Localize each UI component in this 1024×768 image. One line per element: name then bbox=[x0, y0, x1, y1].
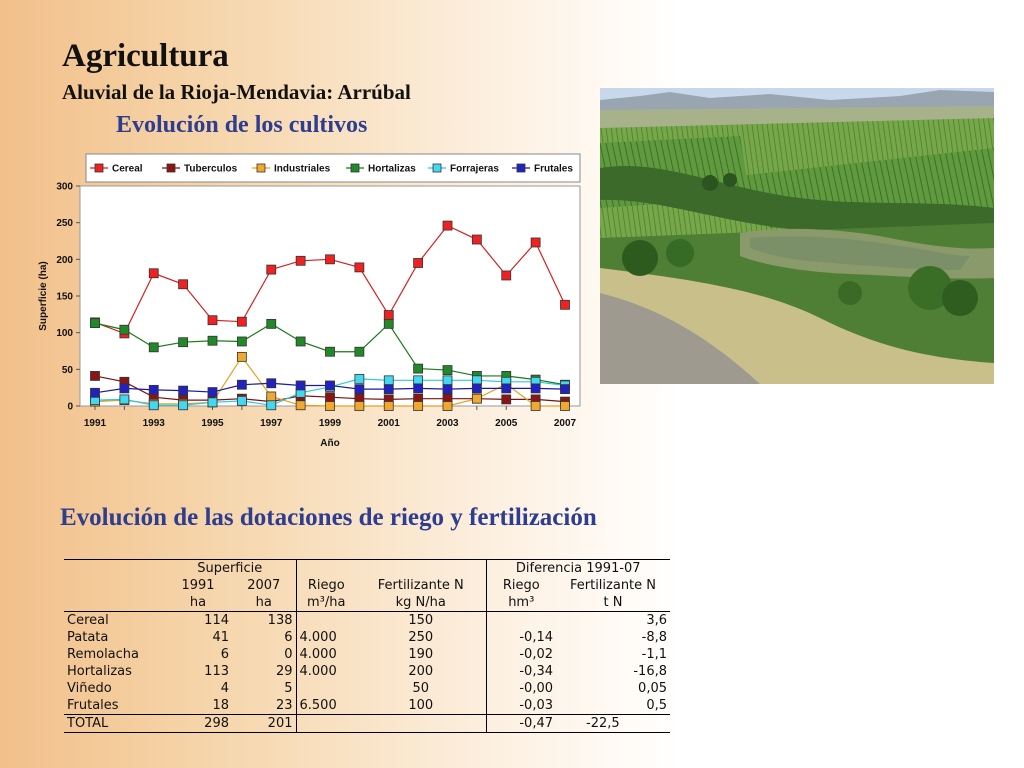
table-row: Frutales 18 23 6.500 100 -0,03 0,5 bbox=[67, 697, 667, 713]
irrigation-fertilization-table bbox=[64, 559, 670, 733]
x-tick-label: 1995 bbox=[201, 418, 224, 429]
data-point-cereal bbox=[443, 221, 452, 230]
data-point-frutales bbox=[267, 379, 276, 388]
data-point-cereal bbox=[355, 263, 364, 272]
data-point-cereal bbox=[561, 300, 570, 309]
legend-box bbox=[86, 154, 580, 182]
data-point-industriales bbox=[414, 402, 423, 411]
x-tick-label: 2005 bbox=[495, 418, 518, 429]
data-point-frutales bbox=[561, 385, 570, 394]
data-point-frutales bbox=[355, 385, 364, 394]
data-point-industriales bbox=[561, 402, 570, 411]
data-point-cereal bbox=[531, 238, 540, 247]
data-point-cereal bbox=[296, 256, 305, 265]
data-point-hortalizas bbox=[355, 347, 364, 356]
legend-label: Frutales bbox=[534, 163, 573, 175]
data-point-cereal bbox=[149, 269, 158, 278]
data-point-forrajeras bbox=[355, 374, 364, 383]
data-point-tuberculos bbox=[326, 393, 335, 402]
data-point-tuberculos bbox=[91, 371, 100, 380]
table-section-title: Evolución de las dotaciones de riego y fertilización bbox=[60, 504, 597, 531]
y-tick-label: 300 bbox=[56, 181, 73, 193]
legend-label: Cereal bbox=[112, 163, 143, 175]
data-point-forrajeras bbox=[179, 401, 188, 410]
legend-label: Industriales bbox=[274, 163, 331, 175]
data-point-forrajeras bbox=[443, 376, 452, 385]
header-1991: 1991 bbox=[181, 577, 215, 593]
data-point-hortalizas bbox=[384, 319, 393, 328]
y-tick-label: 100 bbox=[56, 328, 73, 340]
y-tick-label: 0 bbox=[67, 401, 73, 413]
data-point-frutales bbox=[296, 381, 305, 390]
data-point-cereal bbox=[179, 280, 188, 289]
data-point-forrajeras bbox=[414, 376, 423, 385]
data-point-frutales bbox=[91, 388, 100, 397]
legend-label: Hortalizas bbox=[368, 163, 416, 175]
chart-section-title: Evolución de los cultivos bbox=[116, 112, 368, 138]
legend-label: Tuberculos bbox=[184, 163, 238, 175]
table-row: Patata 41 6 4.000 250 -0,14 -8,8 bbox=[67, 629, 667, 645]
data-point-cereal bbox=[414, 259, 423, 268]
header-riego: Riego bbox=[296, 577, 356, 594]
data-point-industriales bbox=[267, 392, 276, 401]
data-point-industriales bbox=[296, 401, 305, 410]
unit-fertilizante: kg N/ha bbox=[356, 594, 486, 612]
legend-label: Forrajeras bbox=[450, 163, 499, 175]
data-point-frutales bbox=[120, 384, 129, 393]
legend-marker bbox=[95, 164, 103, 172]
landscape-photo bbox=[600, 88, 994, 384]
data-point-industriales bbox=[355, 402, 364, 411]
crops-line-chart bbox=[30, 150, 590, 455]
header-diferencia: Diferencia 1991-07 bbox=[486, 560, 670, 578]
data-point-forrajeras bbox=[267, 401, 276, 410]
header-2007: 2007 bbox=[247, 577, 281, 593]
x-tick-label: 2003 bbox=[436, 418, 459, 429]
data-point-industriales bbox=[326, 402, 335, 411]
x-tick-label: 1991 bbox=[83, 418, 107, 429]
data-point-industriales bbox=[472, 394, 481, 403]
table-row: Hortalizas 113 29 4.000 200 -0,34 -16,8 bbox=[67, 663, 667, 679]
y-tick-label: 250 bbox=[56, 218, 73, 230]
x-tick-label: 1997 bbox=[260, 418, 283, 429]
data-point-forrajeras bbox=[149, 401, 158, 410]
header-riego-diff: Riego bbox=[486, 577, 556, 594]
legend-marker bbox=[167, 164, 175, 172]
data-point-frutales bbox=[149, 385, 158, 394]
data-point-hortalizas bbox=[149, 343, 158, 352]
x-axis-label: Año bbox=[320, 438, 340, 449]
data-point-frutales bbox=[414, 384, 423, 393]
data-point-hortalizas bbox=[208, 336, 217, 345]
table-row: Viñedo 4 5 50 -0,00 0,05 bbox=[67, 680, 667, 696]
data-point-frutales bbox=[208, 388, 217, 397]
data-point-hortalizas bbox=[91, 319, 100, 328]
table-row: Cereal 114 138 150 3,6 bbox=[67, 612, 667, 628]
data-point-frutales bbox=[237, 380, 246, 389]
header-fertilizante-diff: Fertilizante N bbox=[569, 577, 657, 593]
data-point-cereal bbox=[267, 265, 276, 274]
data-point-frutales bbox=[472, 384, 481, 393]
data-point-hortalizas bbox=[414, 364, 423, 373]
table-total-row: TOTAL 298 201 -0,47 -22,5 bbox=[64, 715, 670, 733]
data-point-hortalizas bbox=[179, 338, 188, 347]
legend-marker bbox=[351, 164, 359, 172]
data-point-frutales bbox=[179, 386, 188, 395]
data-point-forrajeras bbox=[120, 395, 129, 404]
data-point-cereal bbox=[208, 316, 217, 325]
data-point-forrajeras bbox=[472, 376, 481, 385]
data-point-forrajeras bbox=[237, 396, 246, 405]
y-tick-label: 150 bbox=[56, 291, 73, 303]
data-point-forrajeras bbox=[208, 398, 217, 407]
page-title: Agricultura bbox=[62, 38, 229, 74]
data-point-industriales bbox=[443, 402, 452, 411]
header-superficie: Superficie bbox=[164, 560, 296, 578]
data-point-industriales bbox=[384, 402, 393, 411]
data-point-frutales bbox=[326, 381, 335, 390]
data-point-cereal bbox=[502, 271, 511, 280]
data-point-tuberculos bbox=[502, 395, 511, 404]
x-tick-label: 2007 bbox=[553, 418, 577, 429]
data-point-cereal bbox=[237, 317, 246, 326]
data-point-hortalizas bbox=[267, 319, 276, 328]
data-point-hortalizas bbox=[296, 337, 305, 346]
x-tick-label: 1999 bbox=[318, 418, 342, 429]
data-point-cereal bbox=[384, 311, 393, 320]
data-point-industriales bbox=[237, 352, 246, 361]
x-tick-label: 2001 bbox=[377, 418, 400, 429]
legend-marker bbox=[517, 164, 525, 172]
legend-marker bbox=[433, 164, 441, 172]
legend-marker bbox=[257, 164, 265, 172]
unit-ha-1991: ha bbox=[164, 594, 232, 612]
data-point-hortalizas bbox=[443, 366, 452, 375]
data-point-frutales bbox=[443, 385, 452, 394]
data-point-hortalizas bbox=[326, 347, 335, 356]
data-point-cereal bbox=[472, 235, 481, 244]
data-point-forrajeras bbox=[384, 376, 393, 385]
unit-ha-2007: ha bbox=[232, 594, 296, 612]
page-subtitle: Aluvial de la Rioja-Mendavia: Arrúbal bbox=[62, 80, 411, 104]
table-row: Remolacha 6 0 4.000 190 -0,02 -1,1 bbox=[67, 646, 667, 662]
data-point-hortalizas bbox=[120, 325, 129, 334]
unit-fertilizante-diff: t N bbox=[556, 594, 670, 612]
unit-riego: m³/ha bbox=[296, 594, 356, 612]
data-point-industriales bbox=[531, 402, 540, 411]
data-point-frutales bbox=[384, 385, 393, 394]
data-point-frutales bbox=[531, 384, 540, 393]
y-tick-label: 50 bbox=[61, 364, 73, 376]
data-point-cereal bbox=[326, 255, 335, 264]
data-point-frutales bbox=[502, 384, 511, 393]
header-fertilizante: Fertilizante N bbox=[377, 577, 464, 593]
data-point-hortalizas bbox=[237, 337, 246, 346]
x-tick-label: 1993 bbox=[142, 418, 165, 429]
y-tick-label: 200 bbox=[56, 254, 73, 266]
unit-riego-diff: hm³ bbox=[486, 594, 556, 612]
y-axis-label: Superficie (ha) bbox=[38, 261, 49, 331]
